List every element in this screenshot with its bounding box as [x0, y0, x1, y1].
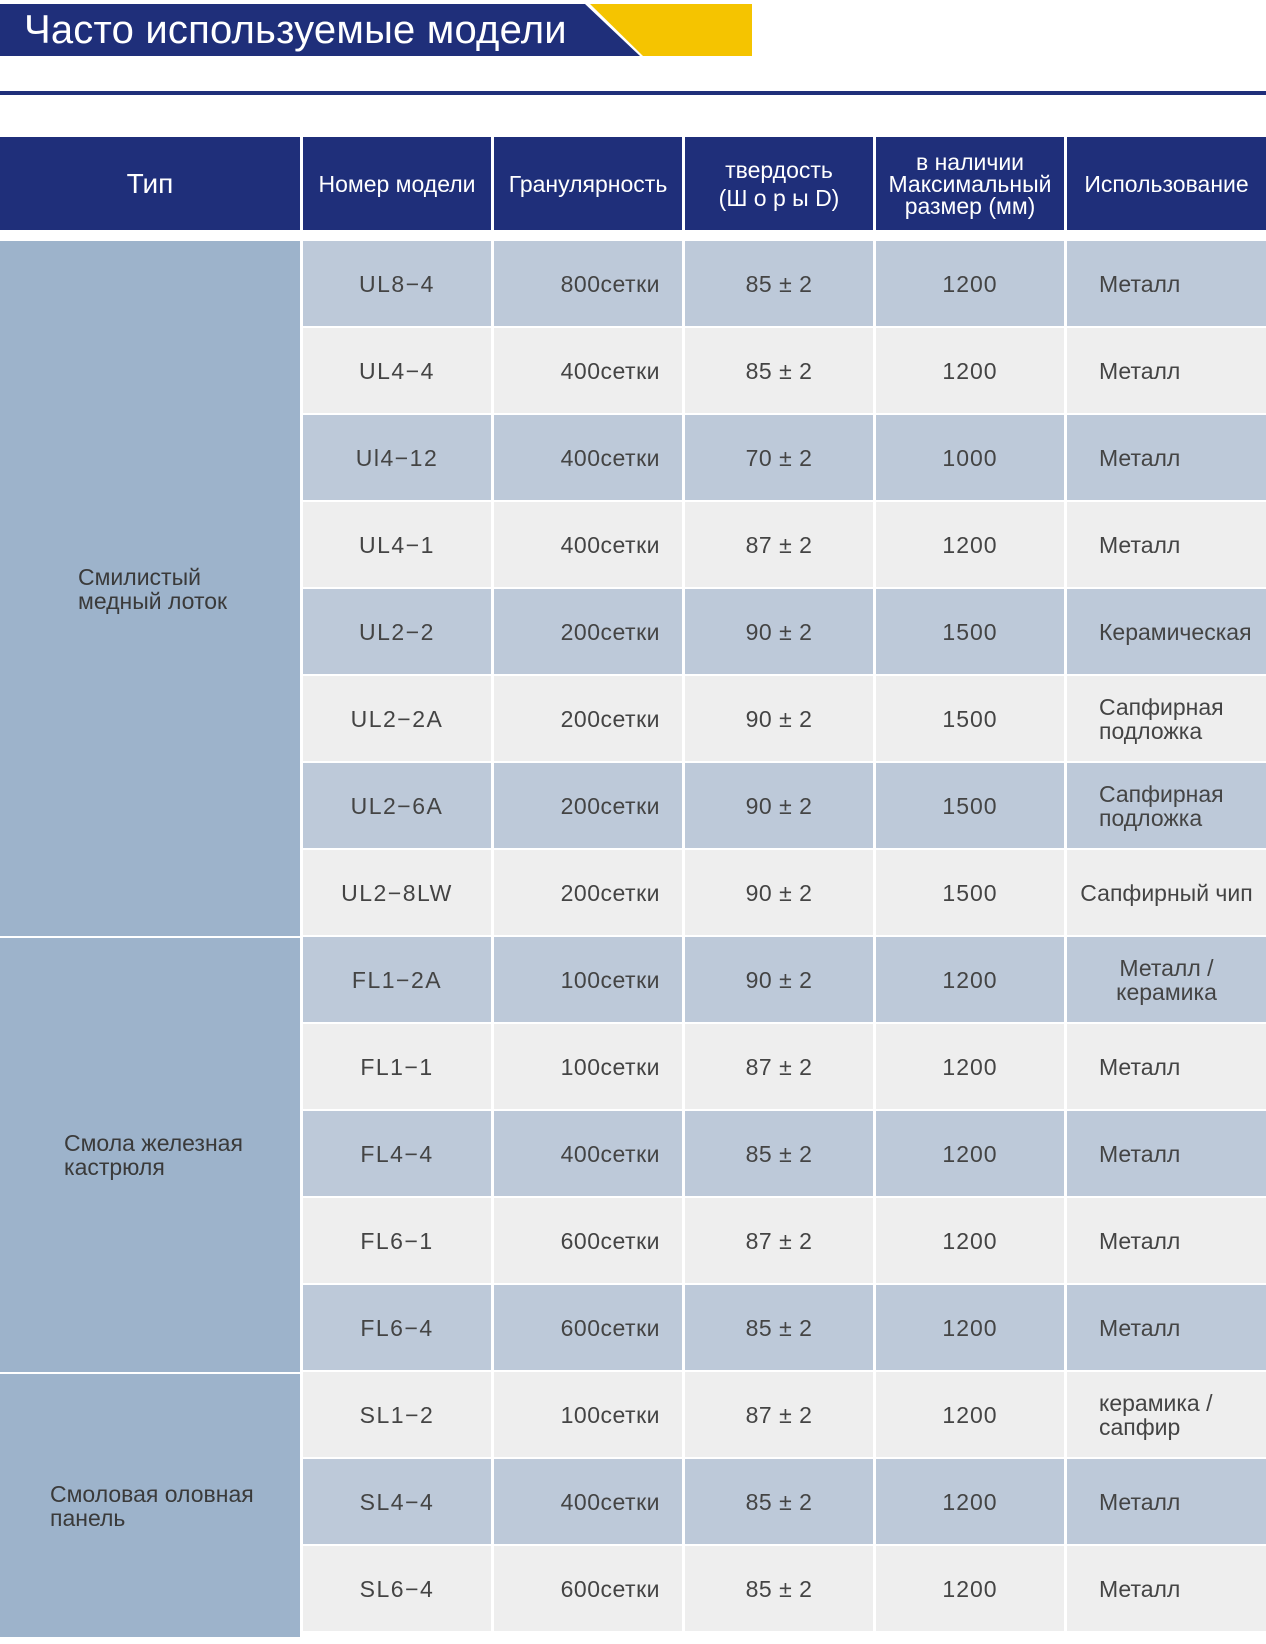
table-row [303, 1198, 1266, 1283]
group-cell [0, 938, 300, 1372]
model-cell: UL2−2A [303, 676, 491, 761]
hardness-cell: 85 ± 2 [685, 1546, 873, 1631]
size-cell: 1200 [876, 241, 1064, 326]
hardness-cell: 70 ± 2 [685, 415, 873, 500]
model-cell: FL1−1 [303, 1024, 491, 1109]
group-cell [0, 241, 300, 936]
use-line1: Металл / [1119, 954, 1214, 981]
use-line1: Металл [1099, 1314, 1181, 1341]
model-cell: UL2−8LW [303, 850, 491, 935]
size-cell: 1200 [876, 1459, 1064, 1544]
use-cell [1067, 1198, 1266, 1283]
group-name-line1: Смилистый [78, 563, 201, 590]
grit-cell: 400сетки [494, 1111, 682, 1196]
use-cell [1067, 937, 1266, 1022]
use-line2: подложка [1099, 717, 1203, 744]
group-name-line2: медный лоток [78, 587, 228, 614]
table-row [303, 1459, 1266, 1544]
table-row [303, 415, 1266, 500]
model-cell: UL4−4 [303, 328, 491, 413]
size-cell: 1200 [876, 1111, 1064, 1196]
header-use: Использование [1067, 137, 1266, 230]
hardness-cell: 87 ± 2 [685, 1198, 873, 1283]
size-cell: 1500 [876, 676, 1064, 761]
size-cell: 1500 [876, 763, 1064, 848]
use-cell [1067, 1285, 1266, 1370]
size-cell: 1200 [876, 1198, 1064, 1283]
use-line1: Керамическая [1099, 618, 1252, 645]
use-line1: Металл [1099, 1575, 1181, 1602]
size-cell: 1200 [876, 1372, 1064, 1457]
use-line1: Сапфирная [1099, 780, 1224, 807]
table-row [303, 676, 1266, 761]
size-cell: 1200 [876, 328, 1064, 413]
size-cell: 1500 [876, 850, 1064, 935]
hardness-cell: 85 ± 2 [685, 1459, 873, 1544]
grit-cell: 600сетки [494, 1198, 682, 1283]
use-cell [1067, 1546, 1266, 1631]
grit-cell: 400сетки [494, 328, 682, 413]
group-name-line2: панель [50, 1504, 126, 1531]
table-row [303, 1372, 1266, 1457]
hardness-cell: 90 ± 2 [685, 763, 873, 848]
use-cell [1067, 589, 1266, 674]
hardness-cell: 87 ± 2 [685, 502, 873, 587]
table-row [303, 241, 1266, 326]
model-cell: UL2−6A [303, 763, 491, 848]
size-cell: 1200 [876, 937, 1064, 1022]
use-cell [1067, 415, 1266, 500]
use-line2: керамика [1116, 978, 1217, 1005]
grit-cell: 400сетки [494, 415, 682, 500]
table-row [303, 1285, 1266, 1370]
use-line1: Металл [1099, 1053, 1181, 1080]
use-cell [1067, 850, 1266, 935]
grit-cell: 100сетки [494, 937, 682, 1022]
use-line1: Сапфирный чип [1080, 879, 1253, 906]
model-cell: FL6−4 [303, 1285, 491, 1370]
grit-cell: 600сетки [494, 1546, 682, 1631]
use-line1: керамика / [1099, 1389, 1213, 1416]
model-cell: SL1−2 [303, 1372, 491, 1457]
divider-line [0, 91, 1266, 95]
header-hardness [685, 137, 873, 230]
table-row [303, 850, 1266, 935]
use-line1: Сапфирная [1099, 693, 1224, 720]
use-line1: Металл [1099, 357, 1181, 384]
header-size-line1: в наличии [915, 148, 1025, 175]
use-line1: Металл [1099, 444, 1181, 471]
grit-cell: 400сетки [494, 502, 682, 587]
size-cell: 1000 [876, 415, 1064, 500]
grit-cell: 100сетки [494, 1024, 682, 1109]
header-hardness-line1: твердость [725, 156, 833, 183]
group-name-line1: Смола железная [64, 1130, 243, 1156]
size-cell: 1500 [876, 589, 1064, 674]
header-type: Тип [0, 137, 300, 230]
use-line1: Металл [1099, 1488, 1181, 1515]
size-cell: 1200 [876, 502, 1064, 587]
table-header [0, 137, 1266, 230]
table-row [303, 1546, 1266, 1631]
page-banner [0, 0, 760, 62]
header-hardness-line2: (Ш о р ы D) [718, 184, 840, 211]
use-cell [1067, 241, 1266, 326]
size-cell: 1200 [876, 1285, 1064, 1370]
table-row [303, 328, 1266, 413]
grit-cell: 600сетки [494, 1285, 682, 1370]
grit-cell: 200сетки [494, 676, 682, 761]
size-cell: 1200 [876, 1024, 1064, 1109]
table-row [303, 589, 1266, 674]
grit-cell: 400сетки [494, 1459, 682, 1544]
grit-cell: 800сетки [494, 241, 682, 326]
use-line1: Металл [1099, 1140, 1181, 1167]
use-line1: Металл [1099, 531, 1181, 558]
use-cell [1067, 763, 1266, 848]
hardness-cell: 85 ± 2 [685, 1111, 873, 1196]
table-row [303, 763, 1266, 848]
use-line2: сапфир [1099, 1413, 1181, 1440]
hardness-cell: 87 ± 2 [685, 1372, 873, 1457]
use-cell [1067, 1372, 1266, 1457]
model-cell: SL4−4 [303, 1459, 491, 1544]
page-title: Часто используемые модели [24, 8, 567, 52]
use-line2: подложка [1099, 804, 1203, 831]
size-cell: 1200 [876, 1546, 1064, 1631]
grit-cell: 100сетки [494, 1372, 682, 1457]
header-size-line3: размер (мм) [904, 192, 1036, 219]
use-cell [1067, 1024, 1266, 1109]
model-cell: UL2−2 [303, 589, 491, 674]
grit-cell: 200сетки [494, 850, 682, 935]
hardness-cell: 90 ± 2 [685, 676, 873, 761]
grit-cell: 200сетки [494, 763, 682, 848]
table-row [303, 502, 1266, 587]
model-cell: FL6−1 [303, 1198, 491, 1283]
hardness-cell: 85 ± 2 [685, 1285, 873, 1370]
model-cell: FL1−2A [303, 937, 491, 1022]
hardness-cell: 87 ± 2 [685, 1024, 873, 1109]
hardness-cell: 90 ± 2 [685, 589, 873, 674]
grit-cell: 200сетки [494, 589, 682, 674]
use-cell [1067, 502, 1266, 587]
group-name-line1: Смоловая оловная [50, 1480, 254, 1507]
table-row [303, 1024, 1266, 1109]
header-size-line2: Максимальный [888, 170, 1052, 197]
use-cell [1067, 676, 1266, 761]
model-cell: UL8−4 [303, 241, 491, 326]
model-cell: FL4−4 [303, 1111, 491, 1196]
use-cell [1067, 1111, 1266, 1196]
hardness-cell: 85 ± 2 [685, 241, 873, 326]
group-cell [0, 1374, 300, 1637]
hardness-cell: 85 ± 2 [685, 328, 873, 413]
table-row [303, 937, 1266, 1022]
use-line1: Металл [1099, 270, 1181, 297]
model-cell: SL6−4 [303, 1546, 491, 1631]
use-cell [1067, 328, 1266, 413]
use-cell [1067, 1459, 1266, 1544]
table-row [303, 1111, 1266, 1196]
model-cell: UL4−1 [303, 502, 491, 587]
use-line1: Металл [1099, 1227, 1181, 1254]
header-size [876, 137, 1064, 230]
model-cell: Ul4−12 [303, 415, 491, 500]
hardness-cell: 90 ± 2 [685, 850, 873, 935]
header-model: Номер модели [303, 137, 491, 230]
group-name-line2: кастрюля [64, 1154, 165, 1180]
header-grit: Гранулярность [494, 137, 682, 230]
hardness-cell: 90 ± 2 [685, 937, 873, 1022]
